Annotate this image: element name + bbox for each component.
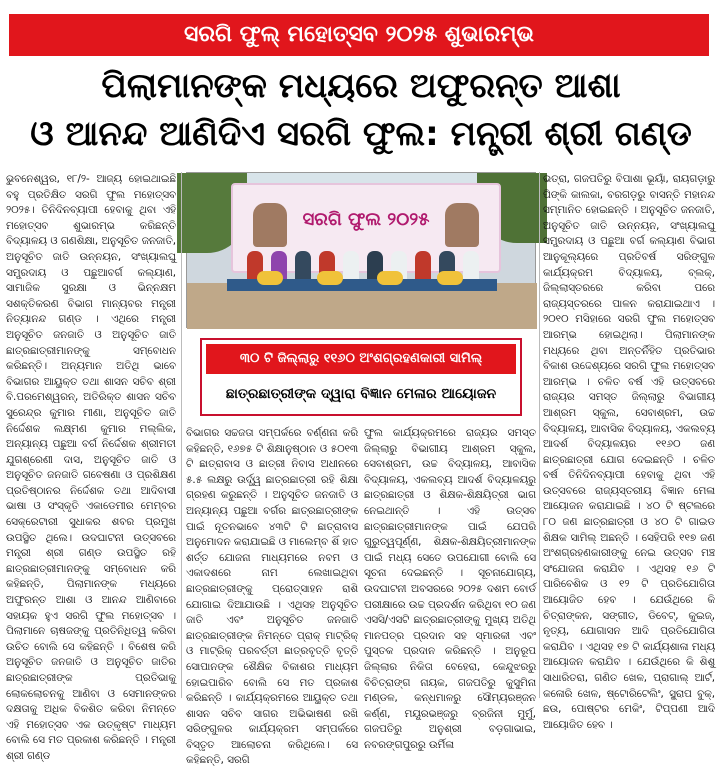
highlight-line-2: ଛାତ୍ରଛାତ୍ରୀଙ୍କ ଦ୍ୱାରା ବିଜ୍ଞାନ ମେଳାର ଆୟୋଜନ [206,378,516,410]
backdrop-text: ସରଗି ଫୁଲ ୨୦୨୫ [302,209,430,230]
article-column-4: ଭତ୍ରା, ଗଜପତିରୁ ବିପାଶା ଭୂୟାଁ, ରାୟଗଡ଼ାରୁ ପିଙ୍କି କାଲକା, ବରଗଡ଼ରୁ ବାସନ୍ତି ମହାନନ୍ଦ ସମ୍ମାନିତ ହୋଇଛନ୍ତି । ଅନୁସୂଚିତ ଜନଜାତି, ଅନୁସୂଚିତ ଜାତି ଉନ୍ନୟନ, ସଂଖ୍ୟାଲଘୁ ସମ୍ପ୍ରଦାୟ ଓ ପଛୁଆ ବର୍ଗ କଲ୍ୟାଣ ବିଭାଗ ଆନୁକୂଲ୍ୟରେ ପ୍ରତିବର୍ଷ ସରିଙ୍ଗୁଳ କାର୍ଯ୍ୟକ୍ରମ ବିଦ୍ୟାଳୟ, ବ୍ଲକ୍, ଜିଲ୍ଲାସ୍ତରରେ କରିବା ପରେ ରାଜ୍ୟସ୍ତରରେ ପାଳନ କରାଯାଇଥାଏ । ୨୦୧୦ ମସିହାରେ ସରଗି ଫୁଲ ମହୋତ୍ସବ ଆରମ୍ଭ ହୋଇଥିଲା। ପିଲାମାନଙ୍କ ମଧ୍ୟରେ ଥିବା ଅନ୍ତର୍ନିହିତ ପ୍ରତିଭାର ବିକାଶ ଉଦ୍ଦେଶ୍ୟରେ ସରଗି ଫୁଲ ମହୋତ୍ସବ ଆରମ୍ଭ । ଚଳିତ ବର୍ଷ ଏହି ଉତ୍ସବରେ ରାଜ୍ୟର ସମସ୍ତ ଜିଲ୍ଲାରୁ ବିଭାଗୀୟ ଆଶ୍ରମ ସ୍କୁଲ, ସେବାଶ୍ରମ, ଉଚ୍ଚ ବିଦ୍ୟାଳୟ, ଆବାସିକ ବିଦ୍ୟାଳୟ, ଏକଲବ୍ୟ ଆଦର୍ଶ ବିଦ୍ୟାଳୟର ୧୧୬୦ ଜଣ ଛାତ୍ରଛାତ୍ରୀ ଯୋଗ ଦେଇଛନ୍ତି । ଚଳିତ ବର୍ଷ ତିନିଦିନବ୍ୟାପୀ ହେବାକୁ ଥିବା ଏହି ଉତ୍ସବରେ ରାଜ୍ୟସ୍ତରୀୟ ବିଜ୍ଞାନ ମେଳା ଆୟୋଜନ କରାଯାଇଛି । ୪୦ ଟି ଷ୍ଟଲରେ ୮୦ ଜଣ ଛାତ୍ରଛାତ୍ରୀ ଓ ୪୦ ଟି ଗାଇଡ ଶିକ୍ଷକ ସାମିଲ୍ ଅଛନ୍ତି । ସେହିପରି ୧୧୭ ଜଣ ଅଂଶଗ୍ରହଣକାରୀଙ୍କୁ ନେଇ ଉତ୍ସବ ମଞ୍ଚ ସଂଯୋଜନା କରାଯିବ । ଏଥିସହ ୧୬ ଟି ପାରିବେଶିକ ଓ ୧୨ ଟି ପ୍ରତିଯୋଗିତା ଆୟୋଜିତ ହେବ । ଯେଉଁଥିରେ କି ଚିତ୍ରାଙ୍କନ, ସଙ୍ଗୀତ, ଡିବେଟ୍, କୁଇଜ୍, ନୃତ୍ୟ, ଯୋଗାସନ ଆଦି ପ୍ରତିଯୋଗିତା କରାଯିବ । ଏଥିସହ ୧୭ ଟି କାର୍ଯ୍ୟଶାଳା ମଧ୍ୟ ଆୟୋଜନ କରାଯିବ । ଯେଉଁଥିରେ କି ଶିଶୁ ସାଧାରିତରା, ଗଣିତ ଖେଳ, ପ୍ରାଗାଲ୍ ଆର୍ଟ, କଳୋରି ଖେଳ, ଷ୍ଟୋରିଟେଲିଂ, ସ୍କ୍ରାପ ବୁକ୍, ଛଉ, ପୋଷ୍ଟର ମେକିଂ, ଟିପ୍ପଣୀ ଆଦି ଆୟୋଜିତ ହେବ । [543,173,715,731]
headline-line-2: ଓ ଆନନ୍ଦ ଆଣିଦିଏ ସରଗି ଫୁଲ: ମନ୍ତ୍ରୀ ଶ୍ରୀ ଗଣ୍ଡ [30,114,692,154]
column-divider [539,172,540,698]
highlight-box [200,338,522,416]
top-banner: ସରଗି ଫୁଲ୍ ମହୋତ୍ସବ ୨୦୨୫ ଶୁଭାରମ୍ଭ [9,14,709,56]
event-photo [186,172,536,328]
article-column-2: ବିଭାଗର ସଚ୍ଚଜତା ସମ୍ପର୍କରେ ବର୍ଣ୍ଣନା କରି କହିଛନ୍ତି, ୧୬୭୫ ଟି ଶିକ୍ଷାନୁଷ୍ଠାନ ଓ ୫୦୧୩ ଟି ଛାତ୍ରାବାସ ଓ ଛାତ୍ରୀ ନିବାସ ଅଧୀନରେ ୫.୫ ଲକ୍ଷରୁ ଉର୍ଦ୍ଧ୍ୱ ଛାତ୍ରଛାତ୍ରୀ ରହି ଶିକ୍ଷା ଗ୍ରହଣ କରୁଛନ୍ତି । ଅନୁସୂଚିତ ଜନଜାତି ଓ ଅନ୍ୟାନ୍ୟ ପଛୁଆ ବର୍ଗର ଛାତ୍ରଛାତ୍ରୀଙ୍କ ପାଇଁ ନୂତନଭାବେ ୪୩ଟି ଟି ଛାତ୍ରାବାସ ଅନୁମୋଦନ କରାଯାଇଛି ଓ ମାଲେମ୍ବ ଶିଁ ହାତ ଶର୍ତ୍ତ ଯୋଜନା ମାଧ୍ୟମରେ ନବମ ଓ ଏକାଦଶରେ ନାମ ଲେଖାଇଥିବା ଛାତ୍ରଛାତ୍ରୀଙ୍କୁ ପ୍ରୋତ୍ସାହନ ରାଶି ଯୋଗାଇ ଦିଆଯାଉଛି । ଏଥିସହ ଅନୁସୂଚିତ ଜାତି ଏବଂ ଅନୁସୂଚିତ ଜନଜାତି ଛାତ୍ରଛାତ୍ରୀଙ୍କ ନିମନ୍ତେ ପ୍ରାକ୍ ମାଟ୍ରିକ୍ ଓ ମାଟ୍ରିକ୍ ପରବର୍ତ୍ତୀ ଛାତ୍ରବୃତ୍ତି ବୃତ୍ତି ସୋପାନଙ୍କ ଶୈକ୍ଷିକ ବିକାଶର ମାଧ୍ୟମ ହୋଇପାରିବ ବୋଲି ସେ ମତ ପ୍ରକାଶ କରିଛନ୍ତି । କାର୍ଯ୍ୟକ୍ରମରେ ଆୟୁକ୍ତ ତଥା ଶାସନ ସଚିବ ସାଗର ଅଭିଭାଷଣ ରଖି ସରିଙ୍ଗୁଳର କାର୍ଯ୍ୟକ୍ରମ ସମ୍ପର୍କରେ ବିସ୍ତୃତ ଆଲୋଚନା କରିଥିଲେ। ସେ କହିଛନ୍ତି, ସରଗି [186,427,358,767]
article-column-1: ଭୁବନେଶ୍ୱର, ୧୮/୨- ଆଜ୍ୟ ହୋଇଥାଇଛି ବହୁ ପ୍ରତିକ୍ଷିତ ସରଗି ଫୁଲ ମହୋତ୍ସବ ୨୦୨୫। ତିନିଦିନବ୍ୟାପୀ ହେବାକୁ ଥିବା ଏହି ମହୋତ୍ସବ ଶୁଭାରମ୍ଭ କରିଛନ୍ତି ବିଦ୍ୟାଳୟ ଓ ଗଣଶିକ୍ଷା, ଅନୁସୂଚିତ ଜନଜାତି, ଅନୁସୂଚିତ ଜାତି ଉନ୍ନୟନ, ସଂଖ୍ୟାଲଘୁ ସମ୍ପ୍ରଦାୟ ଓ ପଛୁଆବର୍ଗ କଲ୍ୟାଣ, ସାମାଜିକ ସୁରକ୍ଷା ଓ ଭିନ୍ନକ୍ଷମ ସଶକ୍ତିକରଣ ବିଭାଗ ମାନ୍ୟବର ମନ୍ତ୍ରୀ ନିତ୍ୟାନନ୍ଦ ଗଣ୍ଡ । ଏଥିରେ ମନ୍ତ୍ରୀ ଅନୁସୂଚିତ ଜନଜାତି ଓ ଅନୁସୂଚିତ ଜାତି ଛାତ୍ରଛାତ୍ରୀମାନଙ୍କୁ ସମ୍ବୋଧନ କରିଛନ୍ତି। ଅନ୍ୟମାନ ଅତିଥି ଭାବେ ବିଭାଗର ଆୟୁକ୍ତ ତଥା ଶାସନ ସଚିବ ଶ୍ରୀ ବି.ପରମେଶ୍ୱରନ୍, ଅତିରିକ୍ତ ଶାସନ ସଚିବ ସୁରେନ୍ଦ୍ର କୁମାର ମୀଣା, ଅନୁସୂଚିତ ଜାତି ନିର୍ଦ୍ଦେଶକ ଲକ୍ଷ୍ମଣ କୁମାର ମଲ୍ଲିକ, ଅନ୍ୟାନ୍ୟ ପଛୁଆ ବର୍ଗ ନିର୍ଦ୍ଦେଶକ ଶ୍ରୀମତୀ ଯୁଗଶ୍ରେଣୀ ଦାସ, ଅନୁସୂଚିତ ଜାତି ଓ ଅନୁସୂଚିତ ଜନଜାତି ଗବେଷଣା ଓ ପ୍ରଶିକ୍ଷଣ ପ୍ରତିଷ୍ଠାନର ନିର୍ଦ୍ଦେଶକ ତଥା ଆଦିବାସୀ ଭାଷା ଓ ସଂସ୍କୃତି ଏକାଡେମୀର ମେମ୍ବର ସେକ୍ରେଟାରୀ ସୁଧାକର ଶବର ପ୍ରମୁଖ ଉପସ୍ଥିତ ଥିଲେ। ଉଦଘାଟନୀ ଉତ୍ସବରେ ମନ୍ତ୍ରୀ ଶ୍ରୀ ଗଣ୍ଡ ଉପସ୍ଥିତ ରହି ଛାତ୍ରଛାତ୍ରୀମାନଙ୍କୁ ସମ୍ବୋଧନ କରି କହିଛନ୍ତି, ପିଲାମାନଙ୍କ ମଧ୍ୟରେ ଅଫୁରନ୍ତ ଆଶା ଓ ଆନନ୍ଦ ଆଣିବାରେ ସହାୟକ ହୁଏ ସରଗି ଫୁଲ ମହୋତ୍ସବ । ପିଲାମାନେ ଚାଷଜଙ୍କୁ ପ୍ରତିନିଧିତ୍ୱ କରିବା ଉଚିତ ବୋଲି ସେ କହିଛନ୍ତି । ବିଶେଷ କରି ଅନୁସୂଚିତ ଜନଜାତି ଓ ଅନୁସୂଚିତ ଜାତିର ଛାତ୍ରଛାତ୍ରୀଙ୍କ ପ୍ରତିଭାକୁ ଲୋକଲୋଚନକୁ ଆଣିବା ଓ ସେମାନଙ୍କର ଦକ୍ଷତାକୁ ଅଧିକ ବିକଶିତ କରିବା ନିମନ୍ତେ ଏହି ମହୋତ୍ସବ ଏକ ଉତ୍କୃଷ୍ଟ ମାଧ୍ୟମ ବୋଲି ସେ ମତ ପ୍ରକାଶ କରିଛନ୍ତି । ମନ୍ତ୍ରୀ ଶ୍ରୀ ଗଣ୍ଡ [6,173,176,762]
column-divider [181,172,182,698]
article-column-3: ଫୁଲ କାର୍ଯ୍ୟକ୍ରମରେ ରାଜ୍ୟର ସମସ୍ତ ଜିଲ୍ଲାରୁ ବିଭାଗୀୟ ଆଶ୍ରମ ସ୍କୁଲ, ସେବାଶ୍ରମ, ଉଚ୍ଚ ବିଦ୍ୟାଳୟ, ଆବାସିକ ବିଦ୍ୟାଳୟ, ଏକଲବ୍ୟ ଆଦର୍ଶ ବିଦ୍ୟାଳୟରୁ ଛାତ୍ରଛାତ୍ରୀ ଓ ଶିକ୍ଷକ-ଶିକ୍ଷୟିତ୍ରୀ ଭାଗ ନେଇଥାନ୍ତି । ଏହି ଉତ୍ସବ ଛାତ୍ରଛାତ୍ରୀମାନଙ୍କ ପାଇଁ ଯେପରି ଗୁରୁତ୍ୱପୂର୍ଣ୍ଣ, ଶିକ୍ଷକ-ଶିକ୍ଷୟିତ୍ରୀମାନଙ୍କ ପାଇଁ ମଧ୍ୟ ସେତେ ଉପଯୋଗୀ ବୋଲି ସେ ସୂଚନା ଦେଇଛନ୍ତି । ସୂଚନାଯୋଗ୍ୟ, ଉଦଘାଟନୀ ଅବସରରେ ୨୦୨୫ ଦଶମ ବୋର୍ଡ ପରୀକ୍ଷାରେ ଉଚ୍ଚ ପ୍ରଦର୍ଶନ କରିଥିବା ୧୦ ଜଣ ଏସସି/ଏସଟି ଛାତ୍ରଛାତ୍ରୀଙ୍କୁ ମୁଖ୍ୟ ଅତିଥି ମାନପତ୍ର ପ୍ରଦାନ ସହ ସ୍ମାରକୀ ଏବଂ ପୁସ୍ତକ ପ୍ରଦାନ କରିଛନ୍ତି । ଅନୁରୂପ ଜିଲ୍ଲାର ନିକିତା ବେହେରା, କେନ୍ଦୁଝରରୁ ବିଚିତ୍ରାଙ୍ଗ ନାୟକ, ଗଜପତିରୁ କୁସୁମିନା ମଣ୍ଡଳ, କନ୍ଧମାଳରୁ ସୌମ୍ୟରଞ୍ଜନ କର୍ଣ୍ଣ, ମୟୂରଭଞ୍ଜରୁ ବ୍ରଜିନୀ ମୁର୍ମୁ, ଗଜପତିରୁ ଅନୁଶ୍ରୀ ବଡ଼ଗାଭାଇ, ନବରଙ୍ଗପୁରରୁ ଉର୍ମିଳା [364,427,536,751]
headline-line-1: ପିଲାମାନଙ୍କ ମଧ୍ୟରେ ଅଫୁରନ୍ତ ଆଶା [101,66,621,106]
highlight-line-1: ୩୦ ଟି ଜିଲ୍ଲାରୁ ୧୧୬୦ ଅଂଶଗ୍ରହଣକାରୀ ସାମିଲ୍ [206,344,516,374]
